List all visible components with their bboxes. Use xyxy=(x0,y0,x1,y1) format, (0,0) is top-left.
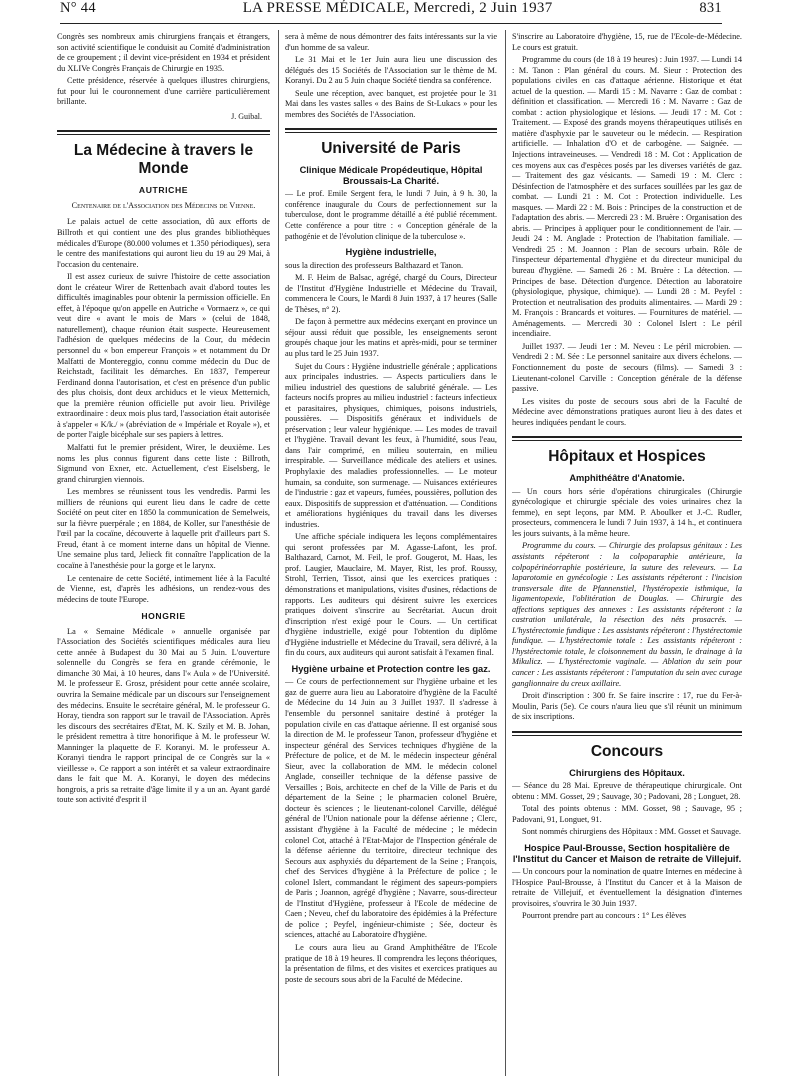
article-heading: Hygiène urbaine et Protection contre les gaz. xyxy=(291,663,491,674)
column-3 xyxy=(512,32,742,924)
paragraph: Le palais actuel de cette association, dû aux efforts de Billroth et qui contient une des plus grandes bibliothèques médicales d'Europe (80.000 volumes et 1.350 périodiques), sera le centre des manifestations qui auront lieu du 19 au 29 Mai, à l'occasion du centenaire. xyxy=(57,217,270,269)
paragraph: Les membres se réunissent tous les vendredis. Parmi les milliers de réunions qui eurent lieu dans le cadre de cette Société on peut citer en 1850 la communication de Semelweis, sur la fièvre puerpérale ; en 1884, de Koller, sur l'anesthésie de l'œil par la cocaïne, découverte à laquelle prit d'ailleurs part S. Freud, étant à ce moment interne dans un hôpital de Vienne. Une semaine plus tard, Jelieck fit connaître l'application de la cocaïne à l'anesthésie pour la gorge et le larynx. xyxy=(57,487,270,570)
section-rule xyxy=(285,132,497,133)
paragraph: — Séance du 28 Mai. Epreuve de thérapeutique chirurgicale. Ont obtenu : MM. Gosset, 29 ; Sauvage, 30 ; Padovani, 28 ; Longuet, 28. xyxy=(512,781,742,801)
section-title: La Médecine à travers le Monde xyxy=(73,142,254,178)
column-divider xyxy=(505,30,506,1076)
section-title: Concours xyxy=(590,742,664,760)
page-header xyxy=(60,0,722,22)
article-heading: Amphithéâtre d'Anatomie. xyxy=(569,473,685,484)
issue-number: N° 44 xyxy=(60,0,96,16)
section-rule xyxy=(512,735,742,736)
paragraph: Une affiche spéciale indiquera les leçons complémentaires qui seront professées par M. Agasse-Lafont, les prof. Balthazard, Carnot, M. Feil, le prof. Gougerot, M. Haas, les prof. Laugier, Mauclaire, M. Mayer, Rist, les prof. Roussy, Strohl, Terrien, Tissot, ainsi que les exercices pratiques : démonstrations et manipulations, visites d'usines, rédactions de rapports. Les auditeurs qui désirent suivre les exercices pratiques doivent s'inscrire au Secrétariat. Aucun droit d'inscription n'est exigé pour le Cours. — Un certificat d'hygiène industrielle, exigé pour l'obtention du diplôme d'Hygiène industrielle et Médecine du Travail, sera délivré, à la fin du cours, aux auditeurs qui auront satisfait à l'examen final. xyxy=(285,532,497,658)
paragraph: Cette présidence, réservée à quelques illustres chirurgiens, fut pour lui le couronnement d'une carrière particulièrement brillante. xyxy=(57,76,270,107)
country-heading: HONGRIE xyxy=(141,611,186,622)
section-rule xyxy=(57,134,270,135)
article-heading: Chirurgiens des Hôpitaux. xyxy=(569,767,685,778)
paragraph: sera à même de nous démontrer des faits intéressants sur la vie d'un homme de sa valeur. xyxy=(285,32,497,52)
paragraph: Programme du cours (de 18 à 19 heures) : Juin 1937. — Lundi 14 : M. Tanon : Plan général du cours. M. Sieur : Protection des populations civiles en cas d'attaque aérienne. Historique et état actuel de la question. — Mardi 15 : M. Navarre : Gaz de combat : définition et classification. — Mercredi 16 : M. Navarre : Gaz de combat : action physiologique et lésions. — Jeudi 17 : M. Cot : Traitement. — Exposé des grands moyens thérapeutiques utilisés en matière d'asphyxie par le sauveteur ou le médecin. — Respiration artificielle. — Inhalation d'O et de carbogène. — Saignée. — Injections intraveineuses. — Vendredi 18 : M. Cot : Application de ces moyens aux cas d'espèces posés par les diverses variétés de gaz. — Traitement des gaz vésicants. — Samedi 19 : M. Clerc : Désinfection de l'atmosphère et des surfaces souillées par les gaz de combat. — Lundi 21 : M. Cot : Protection individuelle. Les masques. — Mardi 22 : M. Bois : Principes de la construction et de l'adaptation des abris. — Mercredi 23 : M. Bruère : Organisation des abris. — Principes à appliquer pour le conditionnement de l'air. — Jeudi 24 : M. Anglade : Protection de l'habitation familiale. — Vendredi 25 : M. Joannon : Plan de secours urbain. Rôle de l'inspecteur départemental d'hygiène et du directeur municipal du bureau d'hygiène. — Samedi 26 : M. Bruère : La détection. — Principes de base. Détection d'urgence. Détection au laboratoire (physiologique, physique, chimique). — Lundi 28 : M. Peyfel : Protection et neutralisation des produits alimentaires. — Mardi 29 : M. François : Brancards et voitures. — Fournitures de matériel. — Aménagements. — Mercredi 30 : Colonel Islert : Le péril incendiaire. xyxy=(512,55,742,339)
paragraph: M. F. Heim de Balsac, agrégé, chargé du Cours, Directeur de l'Institut d'Hygiène Industrielle et Médecine du Travail, commencera le Cours, le Mardi 8 Juin 1937, à 17 heures (Salle de Thèses, n° 2). xyxy=(285,273,497,314)
section-rule xyxy=(512,436,742,438)
section-title: Hôpitaux et Hospices xyxy=(548,448,706,466)
article-subtitle: Centenaire de l'Association des Médecins de Vienne. xyxy=(71,200,256,210)
section-rule xyxy=(57,130,270,132)
running-title: LA PRESSE MÉDICALE, Mercredi, 2 Juin 1937 xyxy=(242,0,553,16)
column-2 xyxy=(285,32,497,987)
article-heading: Hygiène industrielle, xyxy=(345,247,437,258)
paragraph: sous la direction des professeurs Balthazard et Tanon. xyxy=(285,260,464,270)
paragraph: Pourront prendre part au concours : 1° Les élèves xyxy=(522,911,687,921)
paragraph: Le centenaire de cette Société, intimement liée à la Faculté de Vienne, est, d'après les adhésions, un rendez-vous des médecins de toute l'Europe. xyxy=(57,573,270,604)
paragraph: Les visites du poste de secours sous abri de la Faculté de Médecine avec démonstrations pratiques auront lieu à des dates et heures indiquées pendant le cours. xyxy=(512,396,742,427)
section-rule xyxy=(512,731,742,733)
paragraph: — Un cours hors série d'opérations chirurgicales (Chirurgie gynécologique et chirurgie spéciale des voies urinaires chez la femme), en sept leçons, par MM. P. Aboulker et J.-C. Rudler, prosecteurs, commencera le lundi 7 Juin 1937, à 14 h., et continuera les jours suivants, à la même heure. xyxy=(512,486,742,538)
paragraph: Sont nommés chirurgiens des Hôpitaux : MM. Gosset et Sauvage. xyxy=(522,827,742,837)
paragraph: — Ce cours de perfectionnement sur l'hygiène urbaine et les gaz de guerre aura lieu au Laboratoire d'hygiène de la Faculté de Médecine du 14 Juin au 3 Juillet 1937. Il s'adresse à l'ensemble du personnel sanitaire destiné à protéger la population civile en cas d'attaque aérienne. Il est organisé sous la direction de M. le professeur Tanon, professeur d'hygiène et inspecteur général des Services techniques d'hygiène de la Préfecture de police, et de M. le médecin inspecteur général Sieur, avec la collaboration de MM. le médecin colonel Anglade, conseiller technique de la défense passive de Versailles ; Bois, architecte en chef de la Ville de Paris et du département de la Seine ; le pharmacien colonel Bruère, docteur ès sciences ; le lieutenant-colonel Carville, délégué général de l'Union nationale pour la défense aérienne ; Clerc, assistant d'hygiène à la Faculté de médecine ; le médecin colonel Cot, attaché à l'Etat-Major de l'Inspection générale de la défense aérienne du territoire, directeur technique des Secours aux asphyxiés du département de la Seine ; François, chef des Services d'hygiène à la Préfecture de police ; le colonel Islert, commandant le régiment des sapeurs-pompiers de Paris ; Joannon, agrégé d'hygiène ; Navarre, sous-directeur de l'Institut d'Hygiène, professeur à l'Ecole de médecine de Caen ; Neveu, chef du laboratoire des épidémies à la Préfecture de police ; Peyfel, ingénieur-chimiste ; Sée, docteur ès sciences, attaché au Laboratoire d'hygiène. xyxy=(285,677,497,940)
paragraph: Droit d'inscription : 300 fr. Se faire inscrire : 17, rue du Fer-à-Moulin, Paris (5e). Ce cours n'aura lieu que s'il réunit un minimum de six inscriptions. xyxy=(512,691,742,722)
paragraph: La « Semaine Médicale » annuelle organisée par l'Association des Sociétés scientifiques médicales aura lieu cette année à Budapest du 30 Mai au 5 Juin. L'ouverture solennelle du Congrès se fera en grande cérémonie, le dimanche 30 Mai, à 10 heures, dans l'« Aula » de l'Université. M. le professeur E. Grosz, président pour cette année scolaire, ouvrira la Semaine médicale par un discours sur l'enseignement des médecins. Ensuite le secrétaire général, M. le professeur G. Horay, tiendra son rapport sur le travail de l'Association. Après les discours des secrétaires d'Etat, M. K. Szily et M. B. Johan, le président remettra à titre honorifique à M. le professeur W. Manninger la plaquette de F. Koranyi. M. le professeur A. Koranyi tiendra le rapport principal de ce Congrès sur la « vieillesse ». Ce rapport a son intérêt et sa valeur extraordinaire dans le fait que M. A. Koranyi, le doyen des médecins hongrois, a pris sa retraite d'âge limite il y a un an. Ayant gardé toute son activité d'esprit il xyxy=(57,626,270,805)
section-title: Université de Paris xyxy=(321,140,461,158)
section-rule xyxy=(512,440,742,441)
page-number: 831 xyxy=(699,0,722,16)
country-heading: AUTRICHE xyxy=(138,185,189,196)
paragraph: Sujet du Cours : Hygiène industrielle générale ; applications aux principales industries. — Aspects particuliers dans le milieu industriel des questions de salubrité générale. — Les facteurs nocifs propres au milieu industriel : facteurs infectieux et parasitaires, physiques, chimiques, poisons industriels, poussières. — Dispositifs généraux et individuels de préservation ; leur valeur hygiénique. — Les modes de travail et l'hygiène. Travail devant les feux, à l'humidité, sous l'eau, dans l'air comprimé, en milieu souterrain, en milieu irrespirable. — Surveillance médicale des ateliers et usines. Prophylaxie des maladies professionnelles. — Le moteur humain, sa conduite, son surmenage. — Nuisances extérieures de l'industrie : gaz et vapeurs, fumées, poussières, pollution des eaux. Dispositifs de suppression et d'atténuation. — Conditions et améliorations hygiéniques du travail dans les diverses industries. xyxy=(285,361,497,529)
paragraph: De façon à permettre aux médecins exerçant en province un séjour aussi réduit que possible, les enseignements seront groupés chaque jour les matins et après-midi, pour se terminer au plus tard le 25 Juin 1937. xyxy=(285,317,497,358)
paragraph: Le cours aura lieu au Grand Amphithéâtre de l'Ecole pratique de 18 à 19 heures. Il comprendra les leçons théoriques, la présentation de films, et des visites et exercices pratiques au poste de secours sous abri de la Faculté de Médecine. xyxy=(285,943,497,984)
paragraph: Il est assez curieux de suivre l'histoire de cette association dont le créateur Wirer de Rettenbach avait d'abord toutes les difficultés imaginables pour obtenir la permission officielle. En effet, à l'époque qu'on appelle en Autriche « Vormaerz », ce qui veut dire « avant le mois de Mars » (celui de 1848, naturellement), chaque réunion était suspecte. Heureusement l'adhésion de quelques médecins de la Cour, du médecin personnel du « bon empereur François » et notamment du Dr Malfatti de Montereggio, connu comme médecin du Duc de Reichstadt, facilitait les démarches. En 1837, l'empereur Ferdinand donna l'autorisation, et c'est en présence d'un public des plus choisis, dont deux archiducs et le vieux Metternich, que la première réunion officielle put avoir lieu. Privilège extraordinaire : deux mois plus tard, l'association était autorisée à s'appeler « K/k./ » (abréviation de « Impériale et Royale »), et de porter l'aigle bicéphale sur ses papiers à lettres. xyxy=(57,272,270,440)
paragraph: Juillet 1937. — Jeudi 1er : M. Neveu : Le péril microbien. — Vendredi 2 : M. Sée : Le personnel sanitaire aux divers échelons. — Fonctionnement du poste de secours (films). — Samedi 3 : Lieutenant-colonel Carville : Conception générale de la défense passive. xyxy=(512,341,742,394)
paragraph: S'inscrire au Laboratoire d'hygiène, 15, rue de l'Ecole-de-Médecine. Le cours est gratuit. xyxy=(512,32,742,52)
paragraph: Malfatti fut le premier président, Wirer, le deuxième. Les noms les plus connus figurent dans cette liste : Billroth, Sigmund von Exner, etc. Actuellement, c'est Eiselsberg, le grand chirurgien viennois. xyxy=(57,442,270,484)
article-heading: Clinique Médicale Propédeutique, Hôpital Broussais-La Charité. xyxy=(299,165,483,186)
paragraph: — Un concours pour la nomination de quatre Internes en médecine à l'Hospice Paul-Brousse, à l'Institut du Cancer et à la Maison de retraite de Villejuif, et éventuellement la désignation d'internes provisoires, s'ouvrira le 30 Juin 1937. xyxy=(512,867,742,908)
column-divider xyxy=(278,30,279,1076)
paragraph: Congrès ses nombreux amis chirurgiens français et étrangers, son activité scientifique le conduisit au Comité d'administration de ce groupement ; il devint vice-président en 1934 et président du XLIVe Congrès Français de Chirurgie en 1935. xyxy=(57,32,270,73)
section-rule xyxy=(285,128,497,130)
paragraph: Seule une réception, avec banquet, est projetée pour le 31 Mai dans les vastes salles « des Bains de St-Lukacs » pour les membres des Sociétés de l'Association. xyxy=(285,88,497,119)
paragraph: — Le prof. Emile Sergent fera, le lundi 7 Juin, à 9 h. 30, la conférence inaugurale du Cours de perfectionnement sur la tuberculose, dont le programme détaillé a été publié récemment. Cette conférence a pour titre : « Conception générale de la pathogénie et de l'évolution clinique de la tuberculose ». xyxy=(285,189,497,241)
paragraph: Programme du cours. — Chirurgie des prolapsus génitaux : Les assistants répéteront : la colpoparaphie antérieure, la colpopérinéorraphie postérieure, la suture des releveurs. — La laparotomie en gynécologie : Les assistants répéteront : l'incision transversale dite de Pfannenstiel, l'hystéropexie isthmique, la ligamentopexie, l'oblitération de Douglas. — Chirurgie des affections septiques des annexes : Les assistants répéteront : la castration unilatérale, la résection des néts prosacrés. — L'hystérectomie fundique : Les assistants répéteront : l'hystérectomie fundique. — L'hystérectomie totale : Les assistants répéteront : l'hystérectomie totale, le cloisonnement du bassin, le drainage à la Mikulicz. — L'hystérectomie vaginale. — Ablation du sein pour cancer : Les assistants répéteront : l'amputation du sein avec curage ganglionnaire du creux axillaire. xyxy=(512,541,742,688)
paragraph: Le 31 Mai et le 1er Juin aura lieu une discussion des délégués des 15 Sociétés de l'Association sur le thème de M. Koranyi. Du 2 au 5 Juin chaque Société tiendra sa conférence. xyxy=(285,55,497,86)
paragraph: Total des points obtenus : MM. Gosset, 98 ; Sauvage, 95 ; Padovani, 91, Longuet, 91. xyxy=(512,804,742,824)
article-heading: Hospice Paul-Brousse, Section hospitalière de l'Institut du Cancer et Maison de retraite de Villejuif. xyxy=(512,843,742,864)
column-1 xyxy=(57,32,270,808)
signature: J. Guibal. xyxy=(231,111,262,121)
header-rule xyxy=(60,23,722,24)
